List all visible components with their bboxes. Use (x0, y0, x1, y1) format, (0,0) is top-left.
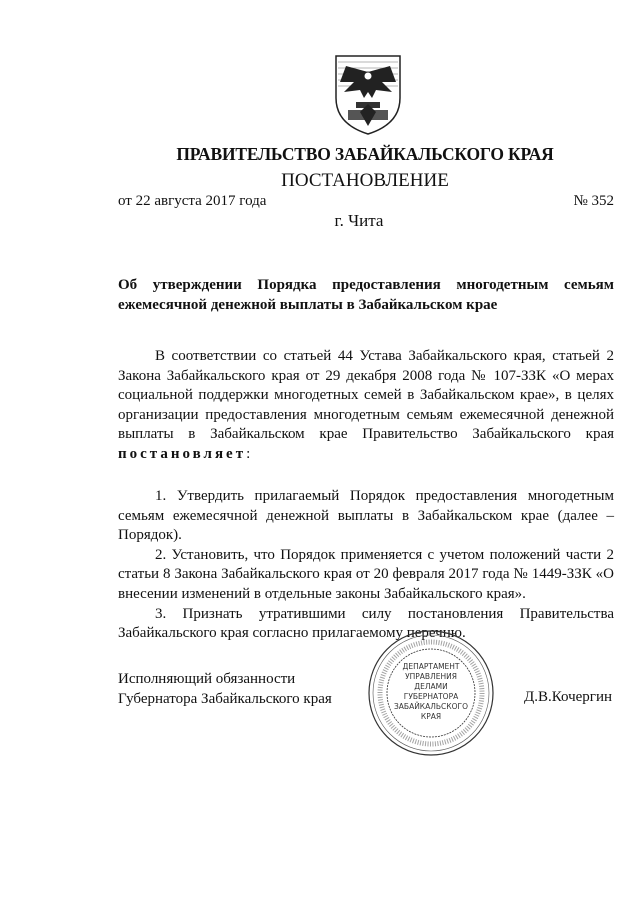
colon: : (246, 445, 251, 462)
coat-of-arms-icon (330, 52, 406, 136)
resolution-item: 2. Установить, что Порядок применяется с учетом положений части 2 статьи 8 Закона Забайкальского края от 20 февраля 2017 года № 1449-ЗЗК «О внесении изменений в отдельные законы Забайкальского края». (118, 546, 614, 602)
resolution-items (118, 487, 614, 644)
position-line: Губернатора Забайкальского края (118, 690, 332, 707)
signatory-name: Д.В.Кочергин (523, 689, 612, 705)
government-title: ПРАВИТЕЛЬСТВО ЗАБАЙКАЛЬСКОГО КРАЯ (176, 144, 554, 164)
resolution-item: 3. Признать утратившими силу постановления Правительства Забайкальского края согласно прилагаемому перечню. (118, 605, 614, 642)
document-type: ПОСТАНОВЛЕНИЕ (281, 170, 449, 191)
document-heading: Об утверждении Порядка предоставления многодетным семьям ежемесячной денежной выплаты в Забайкальском крае (118, 277, 614, 313)
stamp-text: ГУБЕРНАТОРА (403, 692, 459, 701)
preamble-text: В соответствии со статьей 44 Устава Забайкальского края, статьей 2 Закона Забайкальского края от 29 декабря 2008 года № 107-ЗЗК «О мерах социальной поддержки многодетных семей в Забайкальском крае», в целях организации предоставления многодетным семьям ежемесячной денежной выплаты в Забайкальском крае Правительство Забайкальского края (118, 348, 614, 443)
stamp-text: ЗАБАЙКАЛЬСКОГО (393, 702, 468, 711)
stamp-text: ДЕЛАМИ (414, 682, 448, 691)
resolves-word: постановляет (118, 445, 247, 462)
signatory-position (118, 670, 332, 709)
position-line: Исполняющий обязанности (118, 671, 296, 687)
stamp-text: КРАЯ (420, 712, 442, 721)
resolution-item: 1. Утвердить прилагаемый Порядок предоставления многодетным семьям ежемесячной денежной выплаты в Забайкальском крае (далее – Порядок). (118, 488, 614, 544)
document-date: от 22 августа 2017 года (118, 193, 267, 209)
stamp-text: ДЕПАРТАМЕНТ (402, 662, 460, 671)
official-stamp (366, 628, 496, 758)
document-number: № 352 (573, 193, 614, 209)
document-city: г. Чита (334, 211, 384, 230)
preamble (118, 347, 614, 465)
stamp-text: УПРАВЛЕНИЯ (405, 672, 457, 681)
